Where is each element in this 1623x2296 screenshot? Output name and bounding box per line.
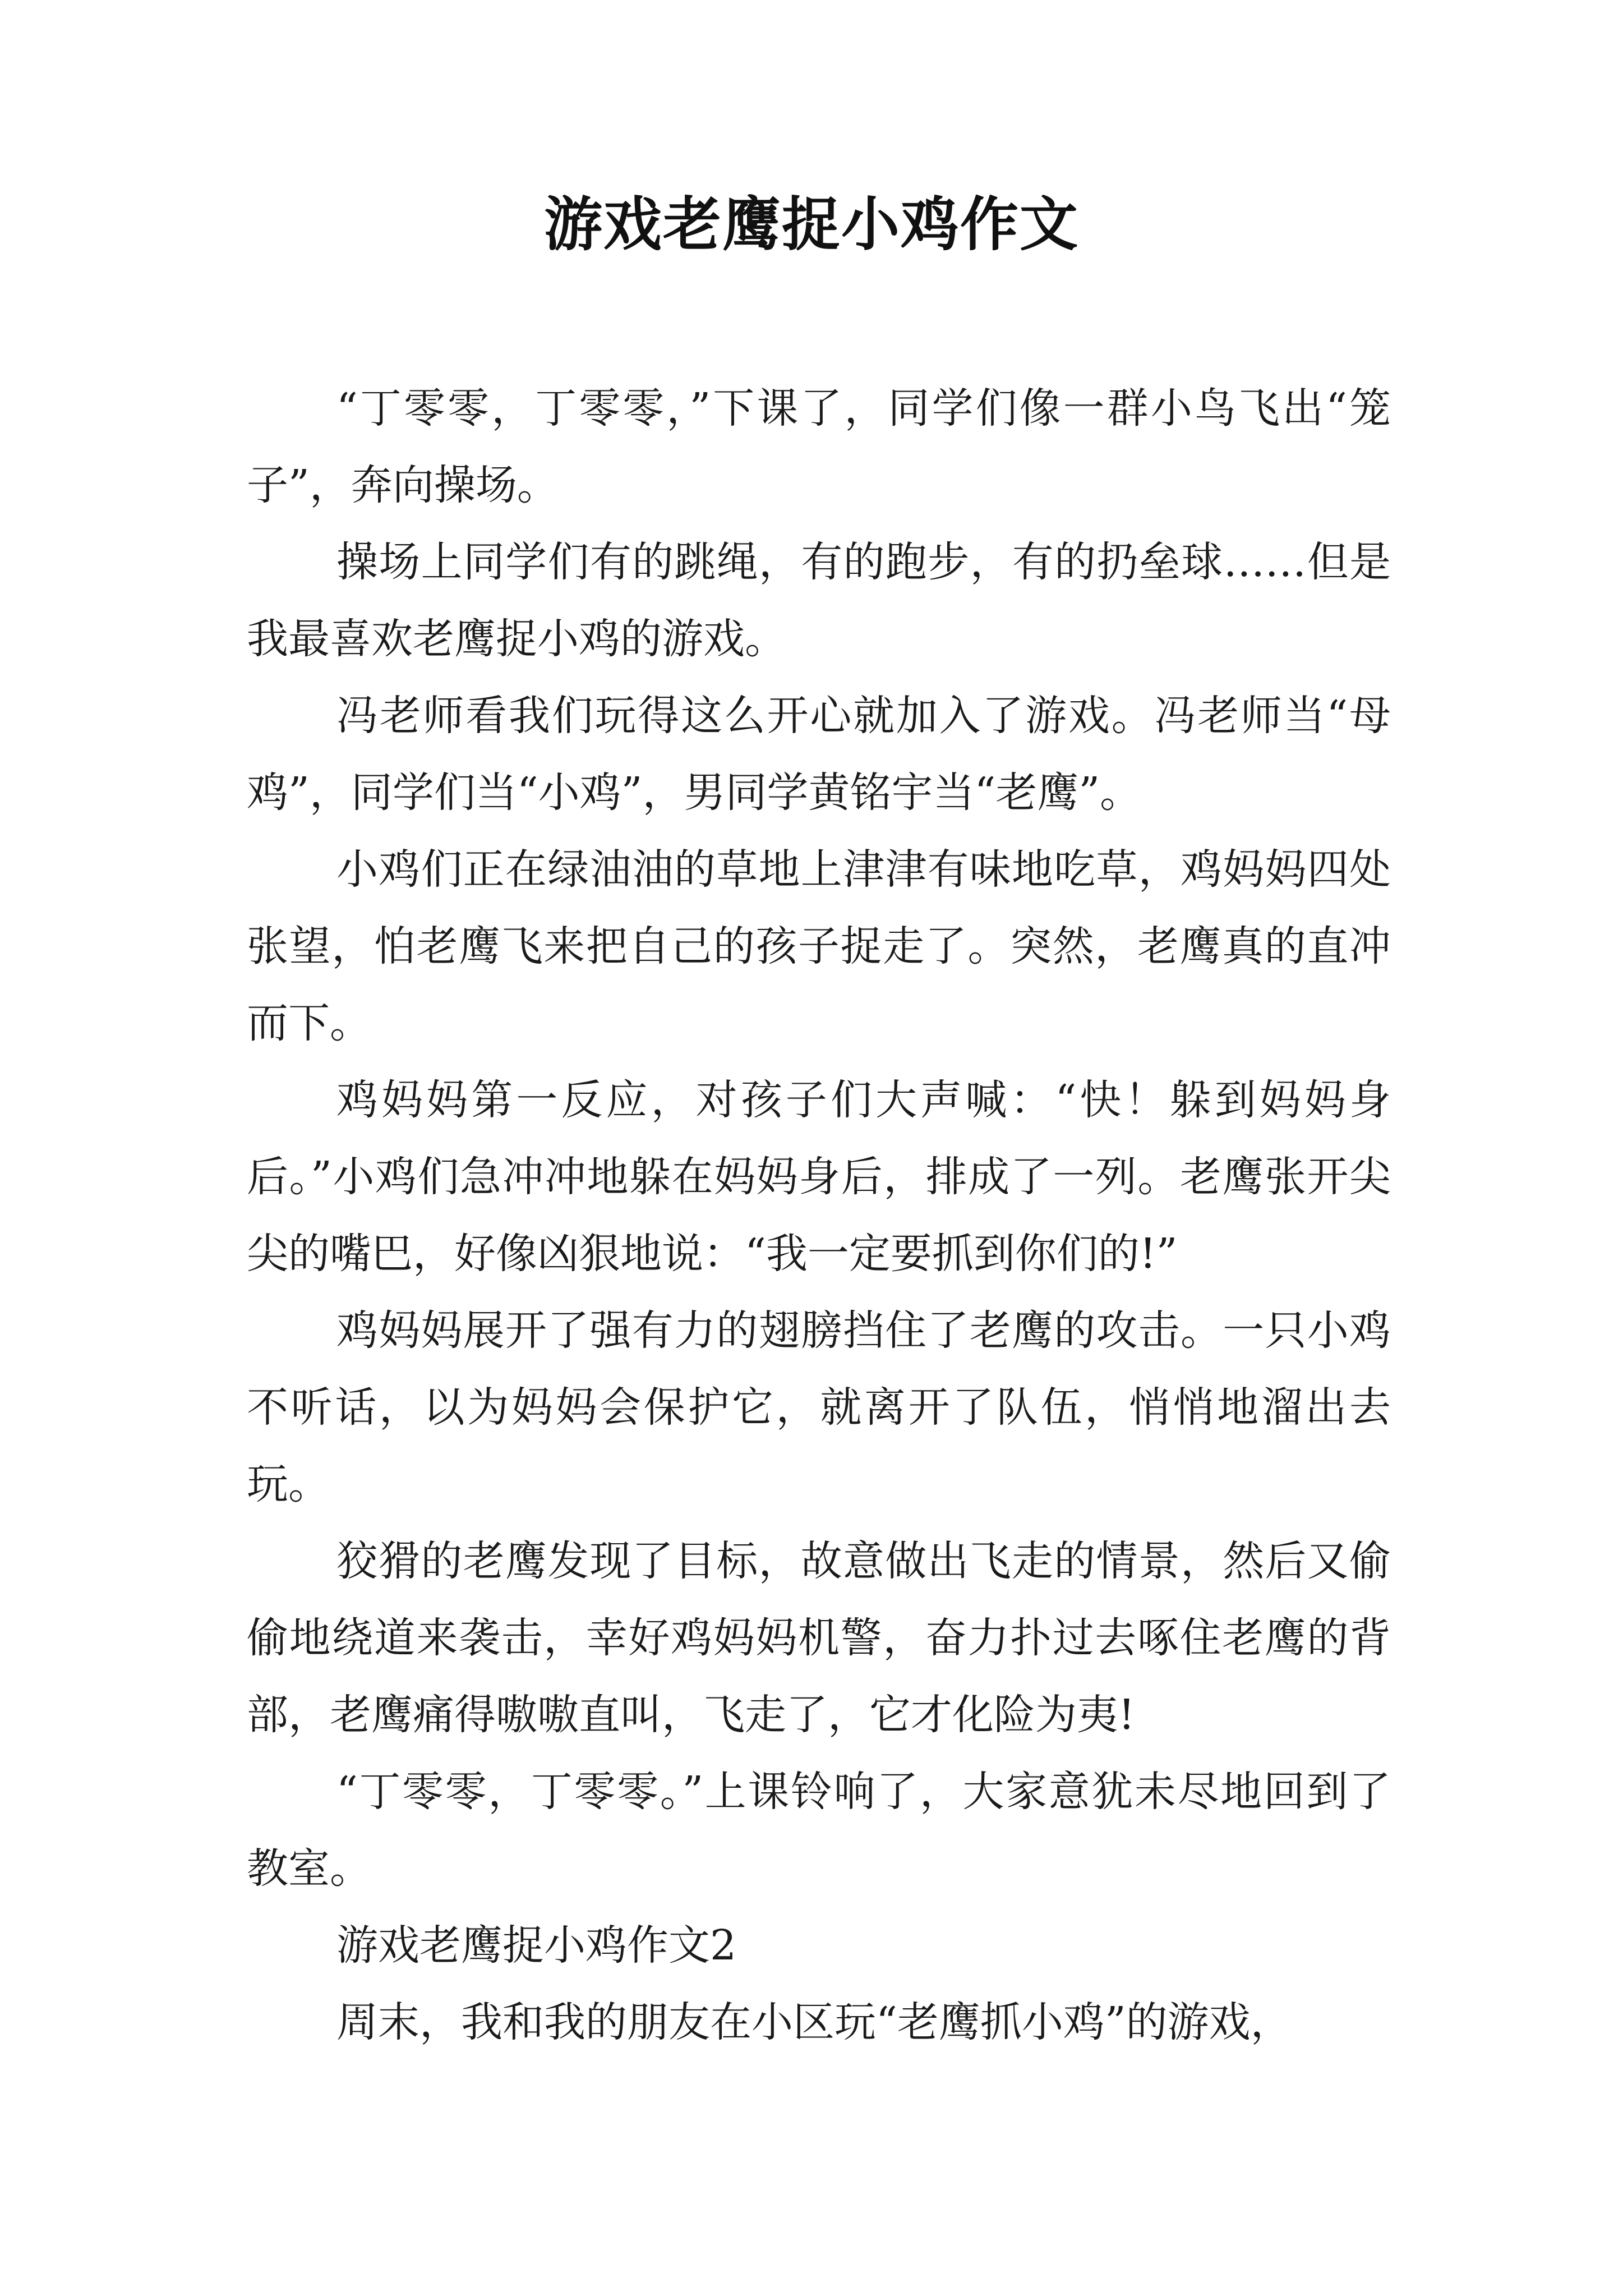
paragraph-9: 周末，我和我的朋友在小区玩“老鹰抓小鸡”的游戏， [336,1998,1292,2046]
paragraph-2: 操场上同学们有的跳绳，有的跑步，有的扔垒球……但是我最喜欢老鹰捉小鸡的游戏。 [247,538,1391,663]
paragraph-6: 鸡妈妈展开了强有力的翅膀挡住了老鹰的攻击。一只小鸡不听话，以为妈妈会保护它，就离开了队伍，悄悄地溜出去玩。 [247,1306,1391,1508]
paragraph-3: 冯老师看我们玩得这么开心就加入了游戏。冯老师当“母鸡”，同学们当“小鸡”，男同学黄铭宇当“老鹰”。 [247,692,1391,817]
paragraph-1: “丁零零，丁零零，”下课了，同学们像一群小鸟飞出“笼子”，奔向操场。 [247,384,1391,509]
paragraph-7: 狡猾的老鹰发现了目标，故意做出飞走的情景，然后又偷偷地绕道来袭击，幸好鸡妈妈机警，奋力扑过去啄住老鹰的背部，老鹰痛得嗷嗷直叫，飞走了，它才化险为夷! [247,1537,1391,1739]
section-heading-2: 游戏老鹰捉小鸡作文2 [336,1921,737,1970]
paragraph-8: “丁零零，丁零零。”上课铃响了，大家意犹未尽地回到了教室。 [247,1768,1391,1893]
paragraph-4: 小鸡们正在绿油油的草地上津津有味地吃草，鸡妈妈四处张望，怕老鹰飞来把自己的孩子捉走了。突然，老鹰真的直冲而下。 [247,845,1391,1047]
document-body [247,370,1391,2061]
document-title: 游戏老鹰捉小鸡作文 [543,190,1079,259]
paragraph-5: 鸡妈妈第一反应，对孩子们大声喊：“快！躲到妈妈身后。”小鸡们急冲冲地躲在妈妈身后，排成了一列。老鹰张开尖尖的嘴巴，好像凶狠地说：“我一定要抓到你们的!” [247,1076,1391,1278]
